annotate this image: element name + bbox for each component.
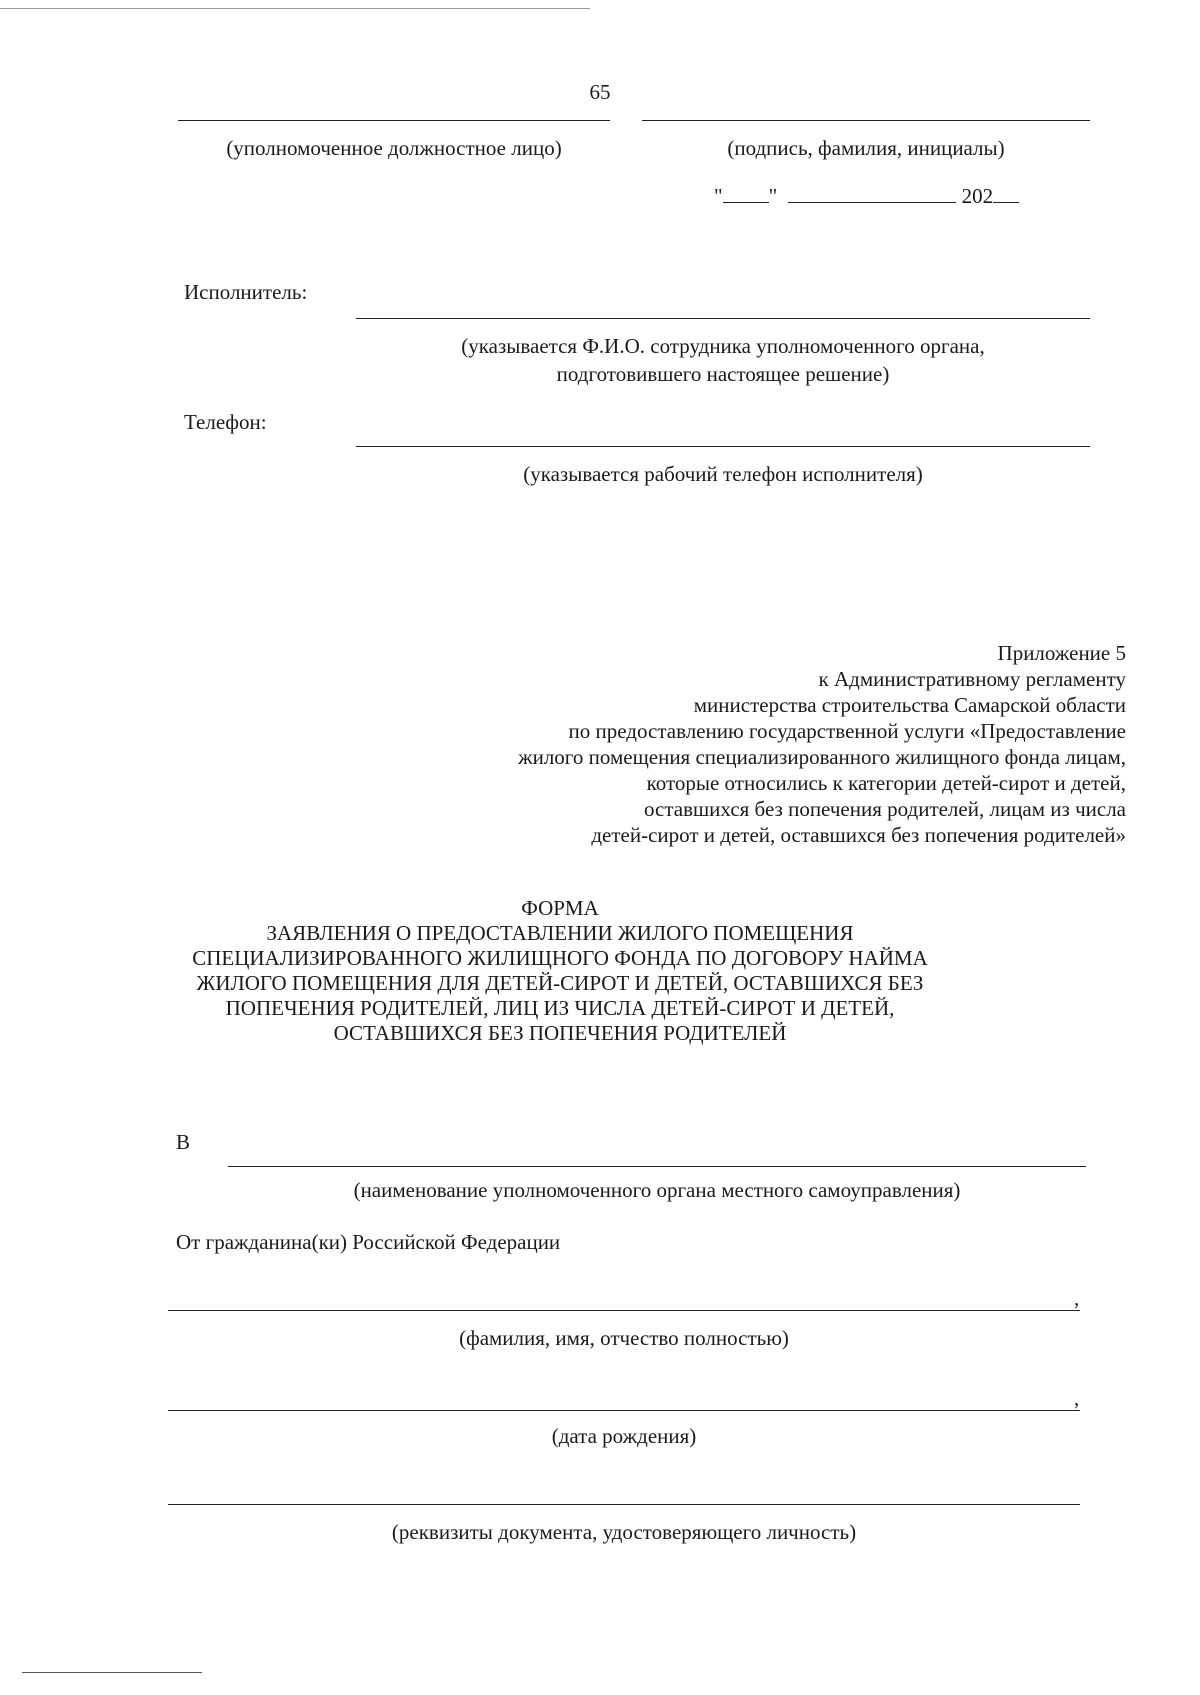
executor-caption-line2: подготовившего настоящее решение) — [556, 362, 890, 386]
year-blank — [993, 184, 1019, 203]
appendix-line: к Административному регламенту — [818, 667, 1126, 691]
birth-comma: , — [1074, 1386, 1080, 1410]
quote-open: " — [714, 184, 723, 208]
birth-caption: (дата рождения) — [551, 1424, 697, 1448]
fio-line[interactable] — [168, 1310, 1080, 1311]
form-title-line: ЖИЛОГО ПОМЕЩЕНИЯ ДЛЯ ДЕТЕЙ-СИРОТ И ДЕТЕЙ, ОСТАВШИХСЯ БЕЗ — [196, 971, 924, 995]
appendix-line: оставшихся без попечения родителей, лицам из числа — [644, 797, 1126, 821]
to-caption: (наименование уполномоченного органа местного самоуправления) — [353, 1178, 961, 1202]
quote-close: " — [768, 184, 778, 208]
scan-edge-top — [0, 8, 590, 9]
executor-label: Исполнитель: — [184, 280, 308, 304]
from-label: От гражданина(ки) Российской Федерации — [176, 1230, 561, 1254]
appendix-line: детей-сирот и детей, оставшихся без попечения родителей» — [591, 823, 1126, 847]
executor-caption-line1: (указывается Ф.И.О. сотрудника уполномоченного органа, — [461, 334, 985, 358]
form-title-line: ПОПЕЧЕНИЯ РОДИТЕЛЕЙ, ЛИЦ ИЗ ЧИСЛА ДЕТЕЙ-СИРОТ И ДЕТЕЙ, — [225, 996, 895, 1020]
day-blank — [723, 184, 769, 203]
appendix-line: по предоставлению государственной услуги «Предоставление — [568, 719, 1126, 743]
fio-caption: (фамилия, имя, отчество полностью) — [459, 1326, 789, 1350]
date-field — [714, 184, 1019, 209]
phone-label: Телефон: — [184, 410, 267, 434]
phone-line — [356, 446, 1090, 447]
phone-caption: (указывается рабочий телефон исполнителя) — [523, 462, 923, 486]
official-line — [178, 120, 610, 121]
official-caption: (уполномоченное должностное лицо) — [226, 136, 562, 160]
form-title-line: ЗАЯВЛЕНИЯ О ПРЕДОСТАВЛЕНИИ ЖИЛОГО ПОМЕЩЕНИЯ — [266, 921, 854, 945]
form-title-line: СПЕЦИАЛИЗИРОВАННОГО ЖИЛИЩНОГО ФОНДА ПО ДОГОВОРУ НАЙМА — [192, 946, 928, 970]
id-line[interactable] — [168, 1504, 1080, 1505]
signature-line — [642, 120, 1090, 121]
page-number: 65 — [589, 80, 611, 104]
signature-caption: (подпись, фамилия, инициалы) — [727, 136, 1005, 160]
birth-line[interactable] — [168, 1410, 1080, 1411]
form-title — [150, 896, 970, 1046]
executor-line — [356, 318, 1090, 319]
form-title-line: ОСТАВШИХСЯ БЕЗ ПОПЕЧЕНИЯ РОДИТЕЛЕЙ — [333, 1021, 787, 1045]
to-label: В — [176, 1130, 191, 1154]
appendix-block — [518, 640, 1126, 848]
appendix-line: которые относились к категории детей-сирот и детей, — [646, 771, 1126, 795]
fio-comma: , — [1074, 1286, 1080, 1310]
appendix-line: министерства строительства Самарской области — [693, 693, 1126, 717]
month-blank — [788, 184, 956, 203]
to-line[interactable] — [228, 1166, 1086, 1167]
id-caption: (реквизиты документа, удостоверяющего личность) — [391, 1520, 857, 1544]
scan-edge-bottom — [22, 1672, 202, 1673]
appendix-line: Приложение 5 — [997, 641, 1126, 665]
year-prefix: 202 — [961, 184, 994, 208]
appendix-line: жилого помещения специализированного жилищного фонда лицам, — [518, 745, 1126, 769]
form-heading: ФОРМА — [521, 896, 599, 920]
